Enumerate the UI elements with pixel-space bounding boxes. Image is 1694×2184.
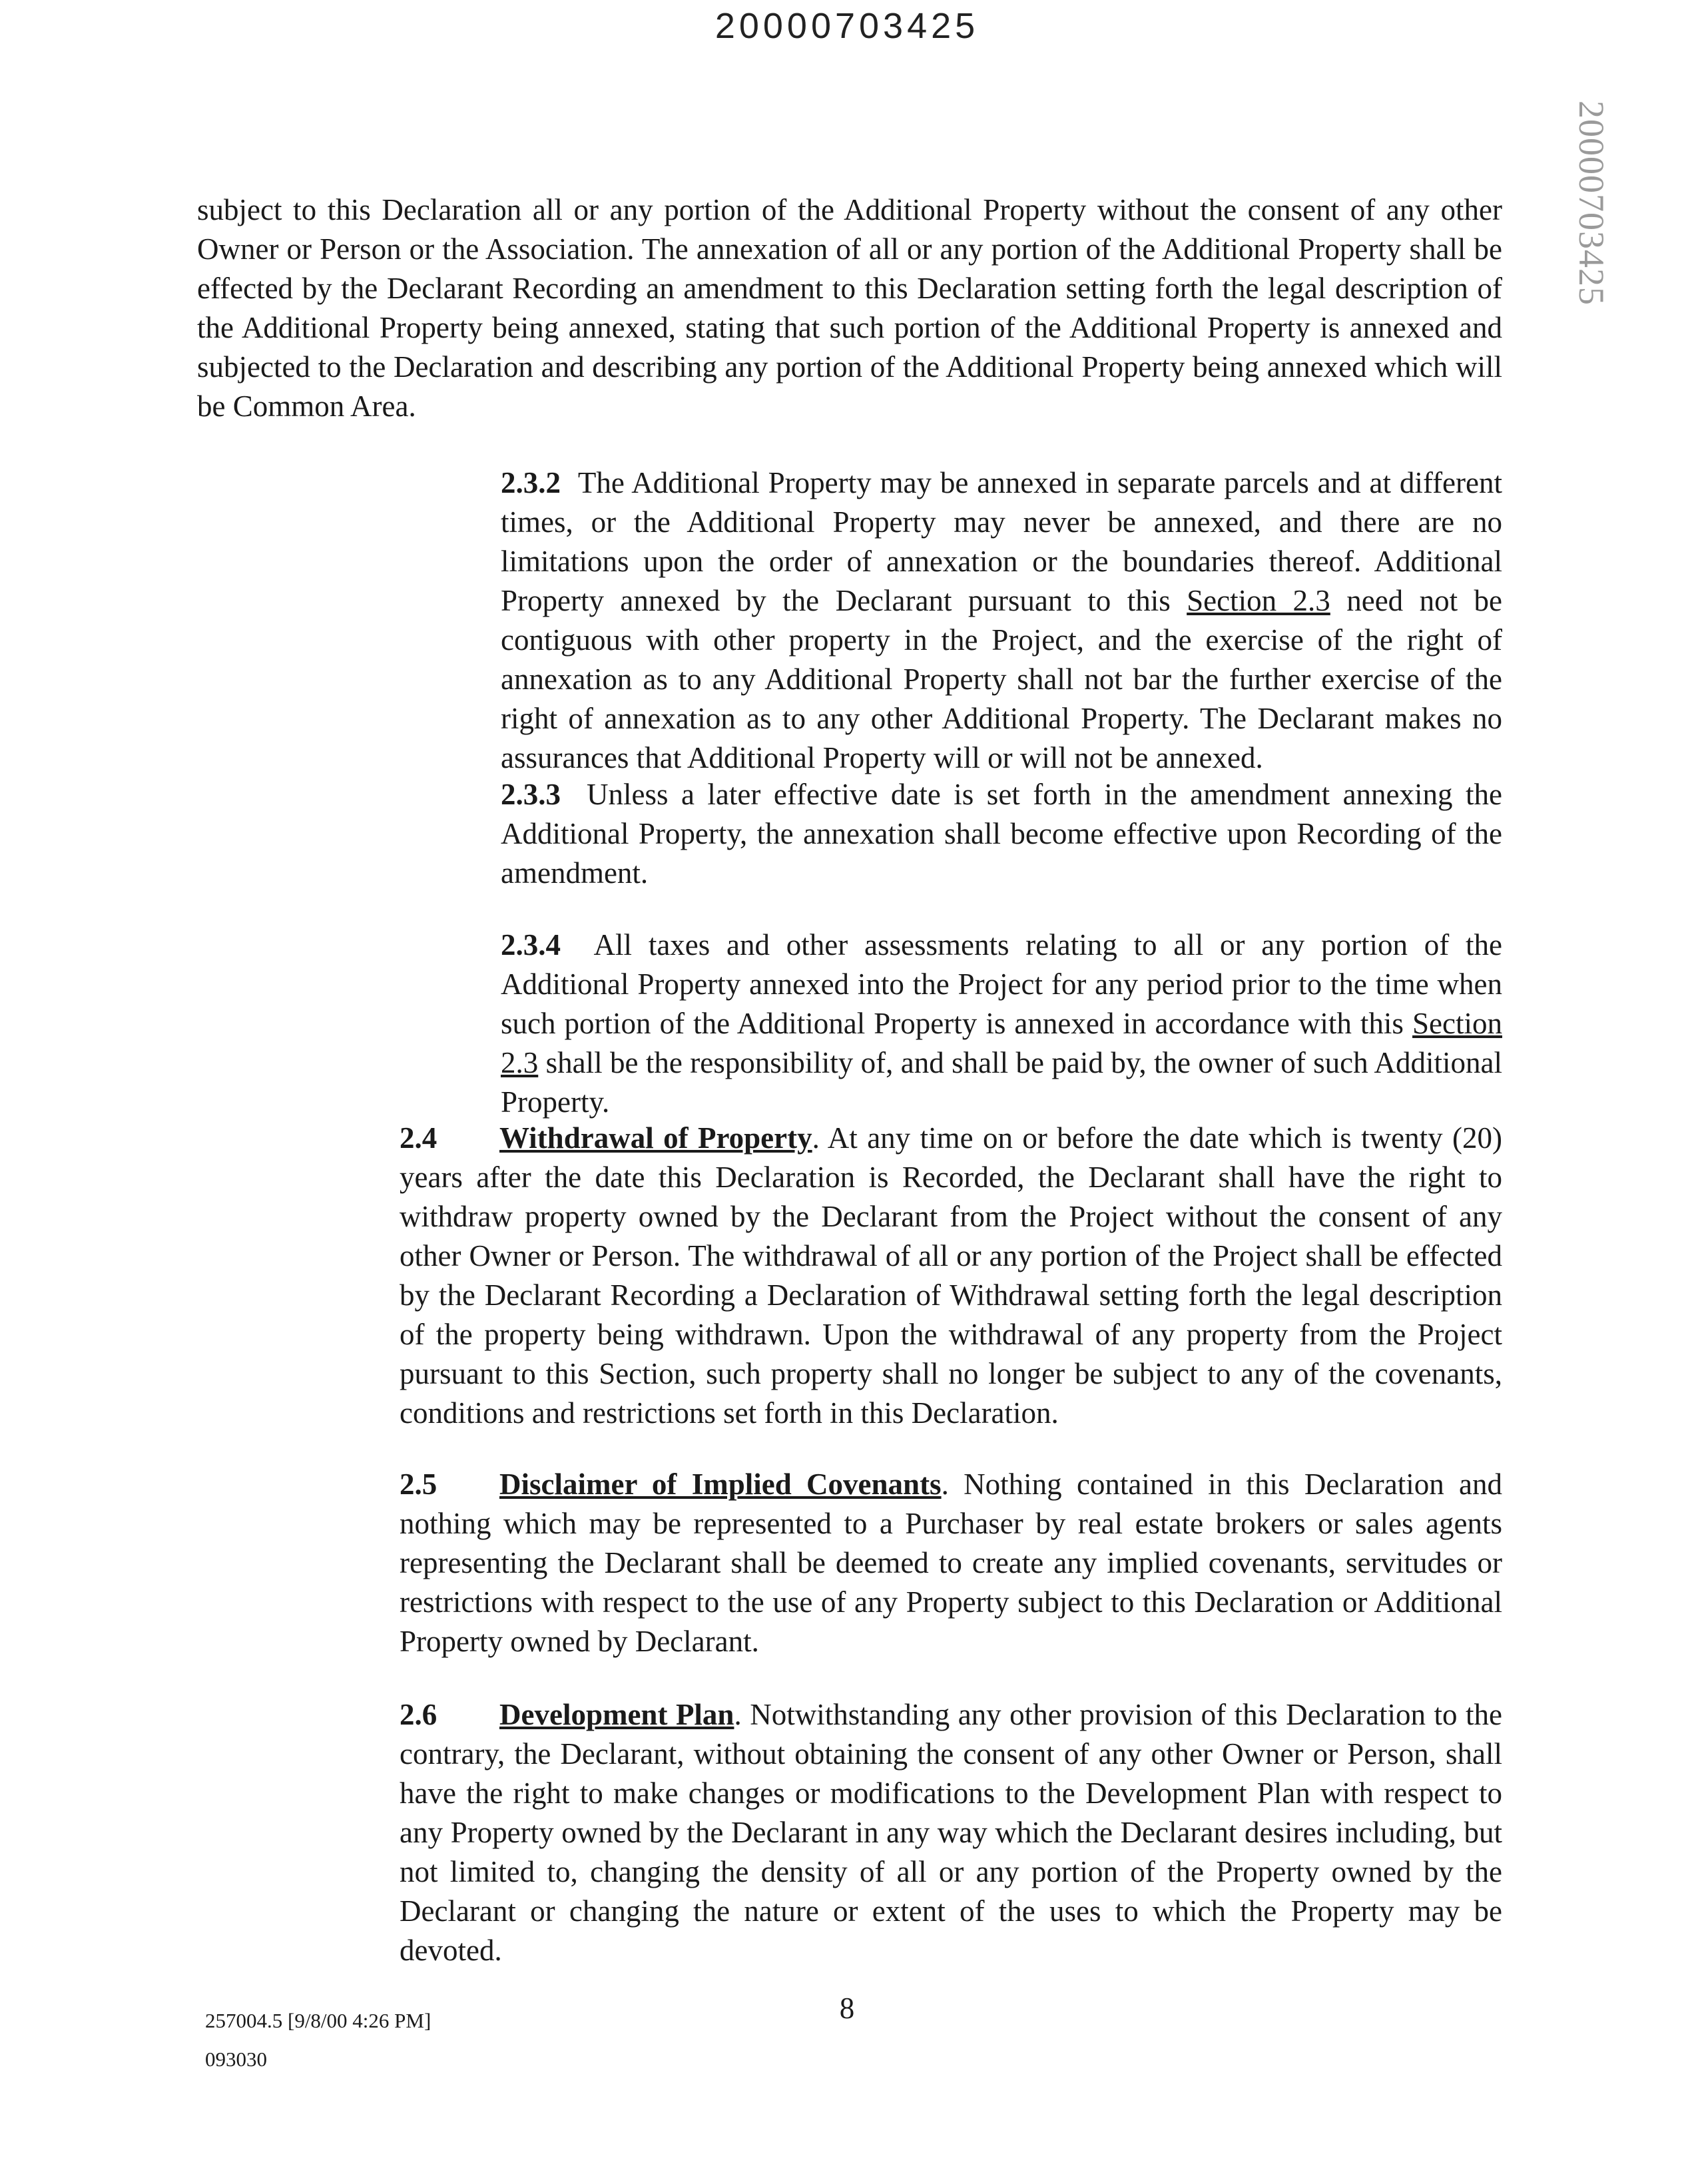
section-text: . Nothing contained in this Declaration and nothing which may be represented to a Purchaser by real estate brokers or sales agents representing the Declarant shall be deemed to create any implied covenants, servitudes or restrictions with respect to the use of any Property subject to this Declaration or Additional Property owned by Declarant. [400, 1468, 1502, 1658]
side-stamp [1552, 93, 1631, 313]
section-number: 2.3.3 [501, 778, 561, 811]
document-body [197, 190, 1502, 426]
section-heading: Withdrawal of Property [499, 1121, 812, 1155]
section-heading: Disclaimer of Implied Covenants [499, 1468, 942, 1501]
section-text: . At any time on or before the date which is twenty (20) years after the date this Declaration is Recorded, the Declarant shall have the right to withdraw property owned by the Declarant from the Project without the consent of any other Owner or Person. The withdrawal of all or any portion of the Project shall be effected by the Declarant Recording a Declaration of Withdrawal setting forth the legal description of the property being withdrawn. Upon the withdrawal of any property from the Project pursuant to this Section, such property shall no longer be subject to any of the covenants, conditions and restrictions set forth in this Declaration. [400, 1121, 1503, 1430]
section-2-5 [197, 1465, 1502, 1661]
section-heading: Development Plan [499, 1698, 734, 1731]
paragraph-continuation: subject to this Declaration all or any portion of the Additional Property without the consent of any other Owner or Person or the Association. The annexation of all or any portion of the Additional Property shall be effected by the Declarant Recording an amendment to this Declaration setting forth the legal description of the Additional Property being annexed, stating that such portion of the Additional Property is annexed and subjected to the Declaration and describing any portion of the Additional Property being annexed which will be Common Area. [197, 193, 1502, 423]
section-number: 2.6 [400, 1698, 437, 1731]
section-2-4 [197, 1119, 1502, 1433]
section-text: Unless a later effective date is set forth in the amendment annexing the Additional Property, the annexation shall become effective upon Recording of the amendment. [501, 778, 1502, 890]
section-text-continued: shall be the responsibility of, and shall be paid by, the owner of such Additional Property. [501, 1046, 1502, 1119]
section-text: All taxes and other assessments relating to all or any portion of the Additional Property annexed into the Project for any period prior to the time when such portion of the Additional Property is annexed in accordance with this [501, 928, 1502, 1040]
document-number: 20000703425 [714, 6, 980, 46]
section-number: 2.4 [400, 1121, 437, 1155]
section-number: 2.3.2 [501, 466, 561, 499]
section-2-3-2 [197, 463, 1502, 778]
page-number: 8 [839, 1992, 855, 2025]
section-text-continued: need not be contiguous with other property in the Project, and the exercise of the right of annexation as to any Additional Property shall not bar the further exercise of the right of annexation as to any other Additional Property. The Declarant makes no assurances that Additional Property will or will not be annexed. [501, 584, 1502, 774]
section-2-3-3 [197, 775, 1502, 893]
section-reference: Section 2.3 [1187, 584, 1330, 617]
section-text: . Notwithstanding any other provision of this Declaration to the contrary, the Declarant, without obtaining the consent of any other Owner or Person, shall have the right to make changes or modifications to the Development Plan with respect to any Property owned by the Declarant in any way which the Declarant desires including, but not limited to, changing the density of all or any portion of the Property owned by the Declarant or changing the nature or extent of the uses to which the Property may be devoted. [400, 1698, 1502, 1967]
section-2-3-4 [197, 926, 1502, 1122]
section-text: The Additional Property may be annexed in separate parcels and at different times, or the Additional Property may never be annexed, and there are no limitations upon the order of annexation or the boundaries thereof. Additional Property annexed by the Declarant pursuant to this [501, 466, 1502, 617]
section-number: 2.3.4 [501, 928, 561, 961]
section-number: 2.5 [400, 1468, 437, 1501]
section-reference: Section 2.3 [501, 1007, 1502, 1079]
footer-doc-ref: 257004.5 [9/8/00 4:26 PM] [205, 2009, 431, 2032]
section-2-6 [197, 1695, 1502, 1970]
footer-client-number: 093030 [205, 2048, 267, 2071]
side-stamp-text: 20000703425 [1571, 101, 1611, 306]
